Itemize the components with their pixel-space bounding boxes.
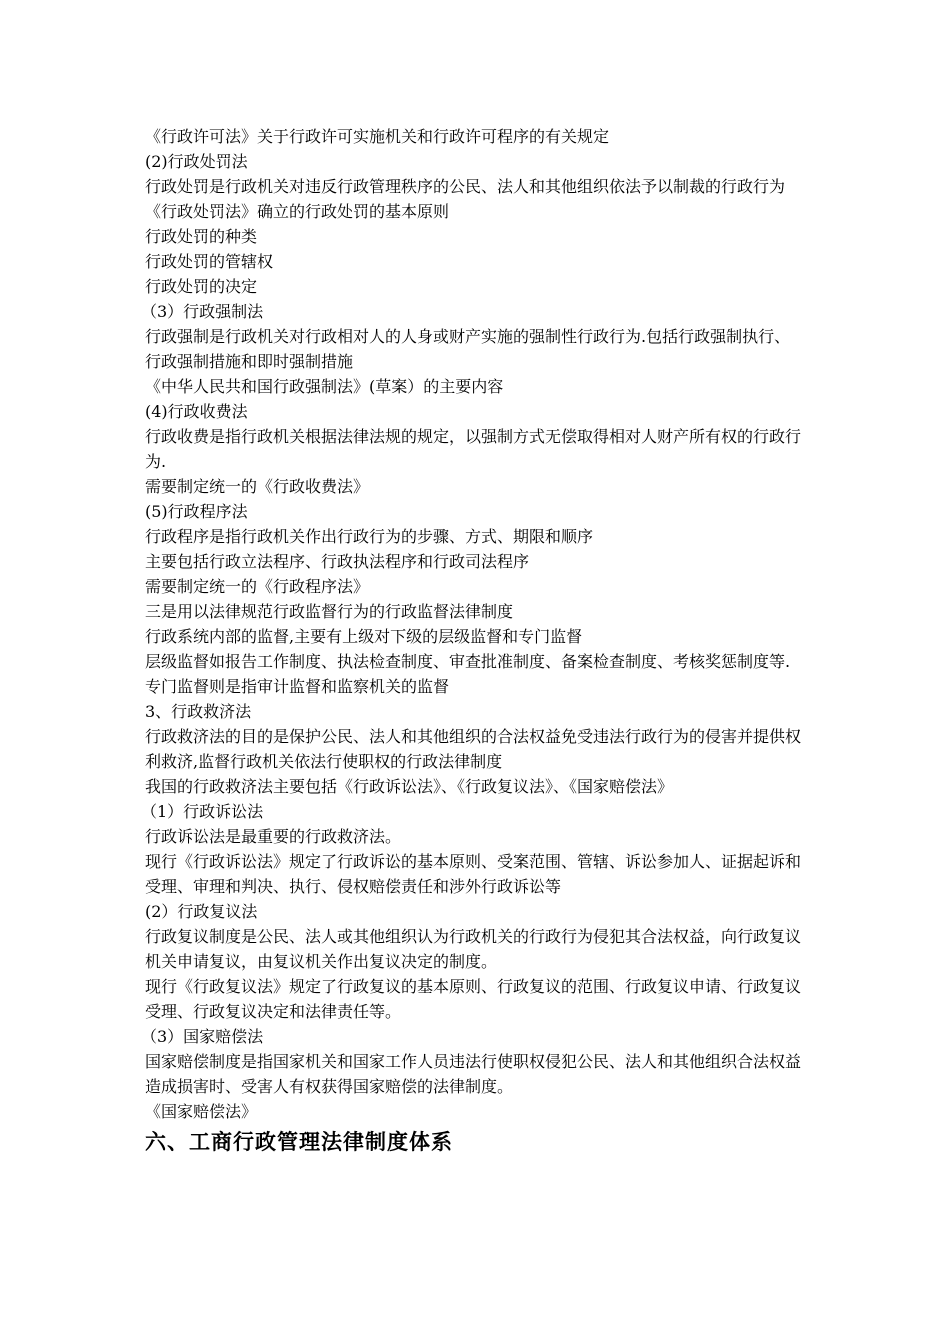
section-heading: 六、工商行政管理法律制度体系 — [145, 1130, 453, 1154]
text-line: 国家赔偿制度是指国家机关和国家工作人员违法行使职权侵犯公民、法人和其他组织合法权益造成损害时、受害人有权获得国家赔偿的法律制度。 — [145, 1052, 802, 1096]
text-line: 需要制定统一的《行政收费法》 — [145, 477, 370, 496]
text-line: 行政处罚的决定 — [145, 277, 258, 296]
text-line: 《国家赔偿法》 — [145, 1102, 258, 1121]
text-line: 专门监督则是指审计监督和监察机关的监督 — [145, 677, 450, 696]
text-line: 行政处罚的种类 — [145, 227, 258, 246]
text-line: 行政收费是指行政机关根据法律法规的规定，以强制方式无偿取得相对人财产所有权的行政行为. — [145, 427, 802, 471]
document-body — [141, 124, 805, 1157]
text-line: 主要包括行政立法程序、行政执法程序和行政司法程序 — [145, 552, 530, 571]
subsection-heading: 3、行政救济法 — [145, 702, 252, 721]
text-line: 行政处罚的管辖权 — [145, 252, 274, 271]
subsection-heading: (2)行政处罚法 — [145, 152, 248, 171]
text-line: 行政复议制度是公民、法人或其他组织认为行政机关的行政行为侵犯其合法权益，向行政复议机关申请复议，由复议机关作出复议决定的制度。 — [145, 927, 802, 971]
text-line: 《行政处罚法》确立的行政处罚的基本原则 — [145, 202, 450, 221]
text-line: 《中华人民共和国行政强制法》(草案）的主要内容 — [145, 377, 504, 396]
text-line: 行政系统内部的监督,主要有上级对下级的层级监督和专门监督 — [145, 627, 583, 646]
text-line: 三是用以法律规范行政监督行为的行政监督法律制度 — [145, 602, 514, 621]
subsection-heading: （3）行政强制法 — [141, 302, 264, 321]
subsection-heading: (4)行政收费法 — [145, 402, 248, 421]
text-line: 我国的行政救济法主要包括《行政诉讼法》、《行政复议法》、《国家赔偿法》 — [145, 777, 674, 796]
subsection-heading: (5)行政程序法 — [145, 502, 248, 521]
text-line: 行政处罚是行政机关对违反行政管理秩序的公民、法人和其他组织依法予以制裁的行政行为 — [145, 177, 786, 196]
text-line: 行政程序是指行政机关作出行政行为的步骤、方式、期限和顺序 — [145, 527, 594, 546]
subsection-heading: （1）行政诉讼法 — [141, 802, 264, 821]
text-line: 需要制定统一的《行政程序法》 — [145, 577, 370, 596]
text-line: 行政强制是行政机关对行政相对人的人身或财产实施的强制性行政行为.包括行政强制执行、行政强制措施和即时强制措施 — [145, 327, 791, 371]
text-line: 行政诉讼法是最重要的行政救济法。 — [145, 827, 402, 846]
text-line: 现行《行政复议法》规定了行政复议的基本原则、行政复议的范围、行政复议申请、行政复议受理、行政复议决定和法律责任等。 — [145, 977, 802, 1021]
text-line: 现行《行政诉讼法》规定了行政诉讼的基本原则、受案范围、管辖、诉讼参加人、证据起诉和受理、审理和判决、执行、侵权赔偿责任和涉外行政诉讼等 — [145, 852, 802, 896]
subsection-heading: (2）行政复议法 — [145, 902, 258, 921]
subsection-heading: （3）国家赔偿法 — [141, 1027, 264, 1046]
text-line: 《行政许可法》关于行政许可实施机关和行政许可程序的有关规定 — [145, 127, 610, 146]
text-line: 行政救济法的目的是保护公民、法人和其他组织的合法权益免受违法行政行为的侵害并提供权利救济,监督行政机关依法行使职权的行政法律制度 — [145, 727, 802, 771]
text-line: 层级监督如报告工作制度、执法检查制度、审查批准制度、备案检查制度、考核奖惩制度等. — [145, 652, 791, 671]
